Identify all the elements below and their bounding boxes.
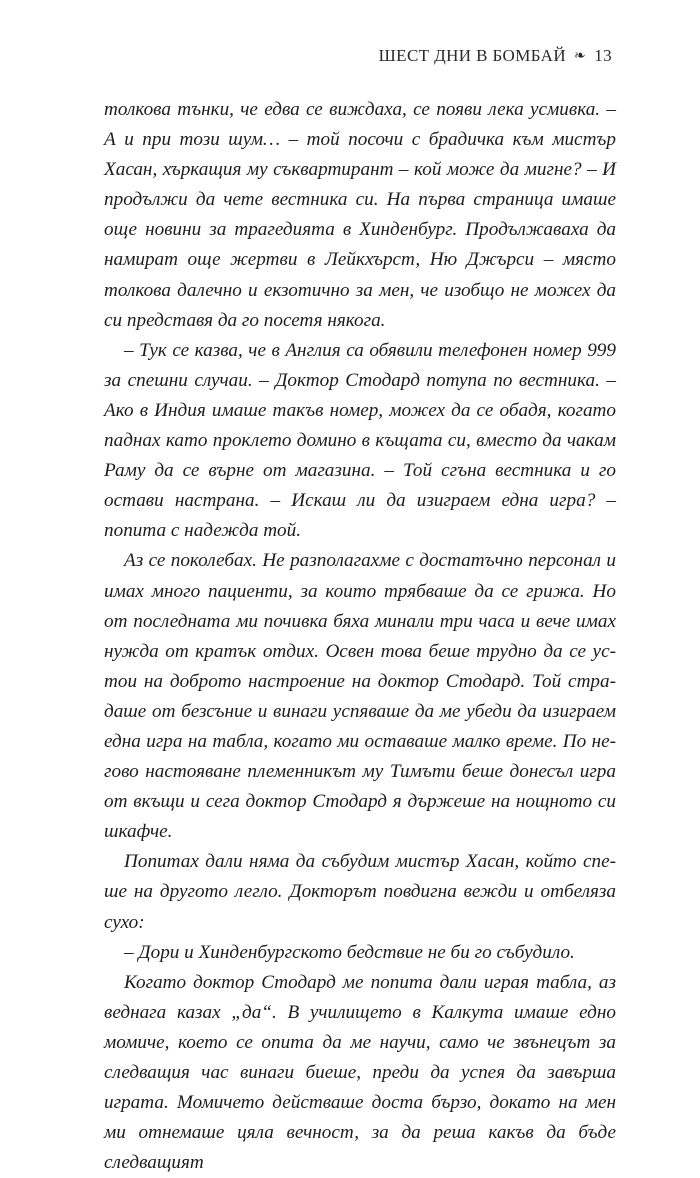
running-header — [379, 46, 612, 66]
paragraph: Когато доктор Стодард ме попита дали играя табла, аз веднага казах „да“. В училището в Калкута имаше едно момиче, което се опита да ме научи, само че звънецът за следващия час винаги биеше, преди да успея да завърша играта. Момичето действаше доста бързо, докато на мен ми отнемаше цяла вечност, за да реша какъв да бъде следващият — [104, 971, 616, 1174]
paragraph: Аз се поколебах. Не разполагахме с достатъчно персонал и имах много пациенти, за които трябваше да се грижа. Но от последната ми почивка бяха минали три часа и вече имах нужда от кратък отдих. Освен това беше трудно да се устои на доброто настроение на доктор Стодард. Той страдаше от безсъние и винаги успяваше да ме убеди да изиграем една игра на табла, когато ми оставаше малко време. По негово настояване племенникът му Тимъти беше донесъл игра от вкъщи и сега доктор Стодард я държеше на нощното си шкафче. — [104, 550, 616, 843]
fleuron-icon: ❧ — [574, 48, 587, 64]
page-number: 13 — [594, 46, 612, 65]
paragraph: толкова тънки, че едва се виждаха, се появи лека усмивка. – А и при този шум… – той посочи с брадичка към мистър Хасан, хъркащия му съквартирант – кой може да мигне? – И продължи да чете вестника си. На първа страница имаше още новини за трагедията в Хинденбург. Продължаваха да намират още жертви в Лейкхърст, Ню Джърси – място толкова далечно и екзотично за мен, че изобщо не можех да си представя да го посетя някога. — [104, 99, 616, 331]
paragraph: Попитах дали няма да събудим мистър Хасан, който спеше на другото легло. Докторът повдигна вежди и отбеляза сухо: — [104, 851, 616, 933]
running-title: ШЕСТ ДНИ В БОМБАЙ — [378, 46, 567, 65]
paragraph: – Дори и Хинденбургското бедствие не би го събудило. — [124, 941, 575, 963]
paragraph: – Тук се казва, че в Англия са обявили телефонен номер 999 за спешни случаи. – Доктор Стодард потупа по вестника. – Ако в Индия имаше такъв номер, можех да се обадя, когато паднах като проклето домино в къщата си, вместо да чакам Раму да се върне от магазина. – Той сгъна вестника и го остави настрана. – Искаш ли да изиграем една игра? – попита с надежда той. — [104, 339, 616, 542]
body-text — [104, 95, 616, 1178]
